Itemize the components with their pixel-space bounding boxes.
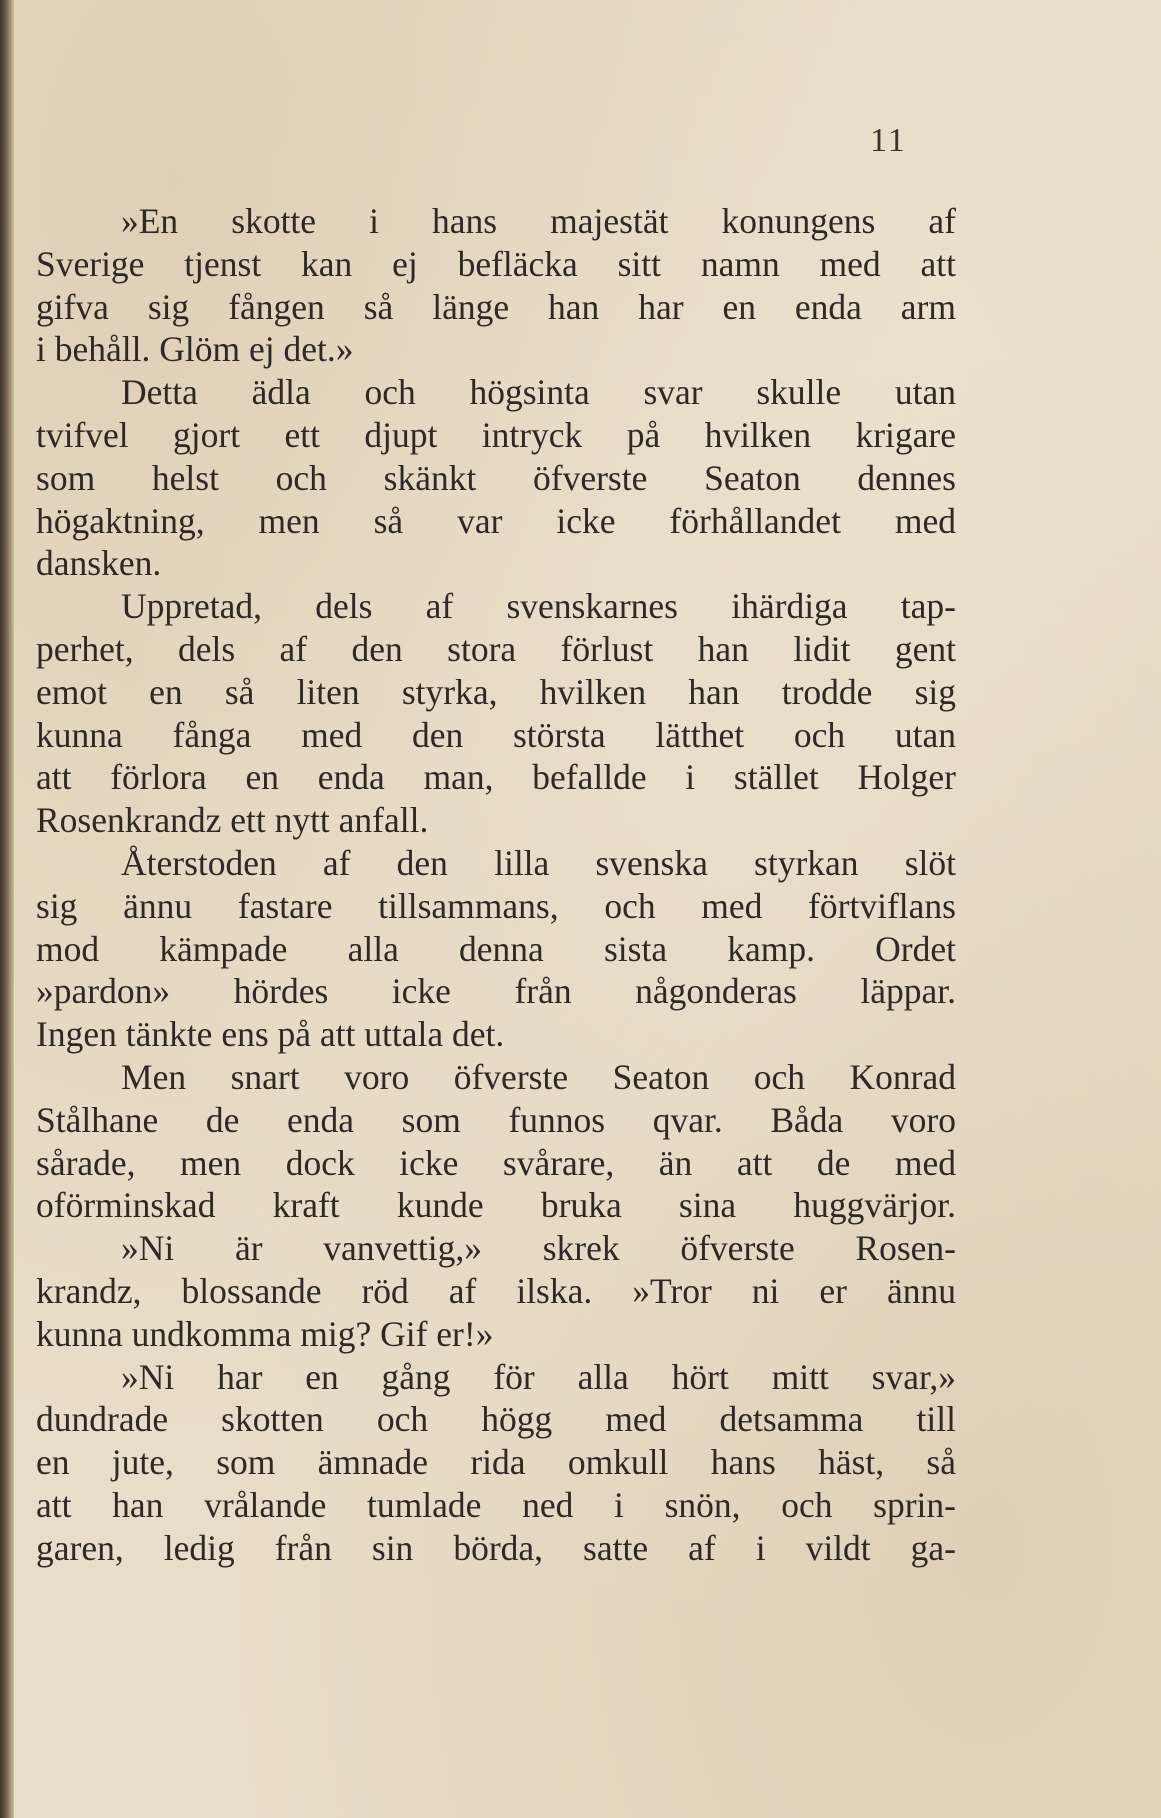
page-number: 11 <box>870 122 907 159</box>
body-text <box>36 200 956 1570</box>
text-line: sårade, men dock icke svårare, än att de med <box>36 1142 956 1183</box>
text-line: dundrade skotten och högg med detsamma till <box>36 1399 956 1440</box>
text-line: »pardon» hördes icke från någonderas läppar. <box>36 971 956 1012</box>
text-line: sig ännu fastare tillsammans, och med förtviflans <box>36 885 956 926</box>
text-line: i behåll. Glöm ej det.» <box>36 329 354 370</box>
text-line: Ingen tänkte ens på att uttala det. <box>36 1014 505 1055</box>
text-line: tvifvel gjort ett djupt intryck på hvilken krigare <box>36 414 956 455</box>
text-line: garen, ledig från sin börda, satte af i vildt ga- <box>36 1527 956 1568</box>
text-line: Uppretad, dels af svenskarnes ihärdiga tap- <box>121 586 956 627</box>
text-line: emot en så liten styrka, hvilken han trodde sig <box>36 671 956 712</box>
text-line: oförminskad kraft kunde bruka sina huggvärjor. <box>36 1185 956 1226</box>
text-line: krandz, blossande röd af ilska. »Tror ni er ännu <box>36 1270 956 1311</box>
text-line: Men snart voro öfverste Seaton och Konrad <box>121 1056 956 1097</box>
text-line: »Ni är vanvettig,» skrek öfverste Rosen- <box>121 1228 956 1269</box>
text-line: Återstoden af den lilla svenska styrkan slöt <box>121 842 956 883</box>
page-edge <box>0 0 14 1818</box>
text-line: perhet, dels af den stora förlust han lidit gent <box>36 628 956 669</box>
text-line: Sverige tjenst kan ej befläcka sitt namn med att <box>36 243 956 284</box>
text-line: dansken. <box>36 543 162 584</box>
text-line: Detta ädla och högsinta svar skulle utan <box>121 372 956 413</box>
text-line: »Ni har en gång för alla hört mitt svar,» <box>121 1356 956 1397</box>
text-line: kunna undkomma mig? Gif er!» <box>36 1313 494 1354</box>
text-line: gifva sig fången så länge han har en enda arm <box>36 286 956 327</box>
text-line: Stålhane de enda som funnos qvar. Båda voro <box>36 1099 956 1140</box>
text-line: mod kämpade alla denna sista kamp. Ordet <box>36 928 956 969</box>
text-line: att förlora en enda man, befallde i stället Holger <box>36 757 956 798</box>
text-line: kunna fånga med den största lätthet och utan <box>36 714 956 755</box>
text-line: Rosenkrandz ett nytt anfall. <box>36 800 429 841</box>
text-line: »En skotte i hans majestät konungens af <box>121 201 956 241</box>
text-line: att han vrålande tumlade ned i snön, och sprin- <box>36 1484 956 1525</box>
text-line: högaktning, men så var icke förhållandet med <box>36 500 956 541</box>
text-line: som helst och skänkt öfverste Seaton dennes <box>36 457 956 498</box>
text-line: en jute, som ämnade rida omkull hans häst, så <box>36 1442 956 1483</box>
